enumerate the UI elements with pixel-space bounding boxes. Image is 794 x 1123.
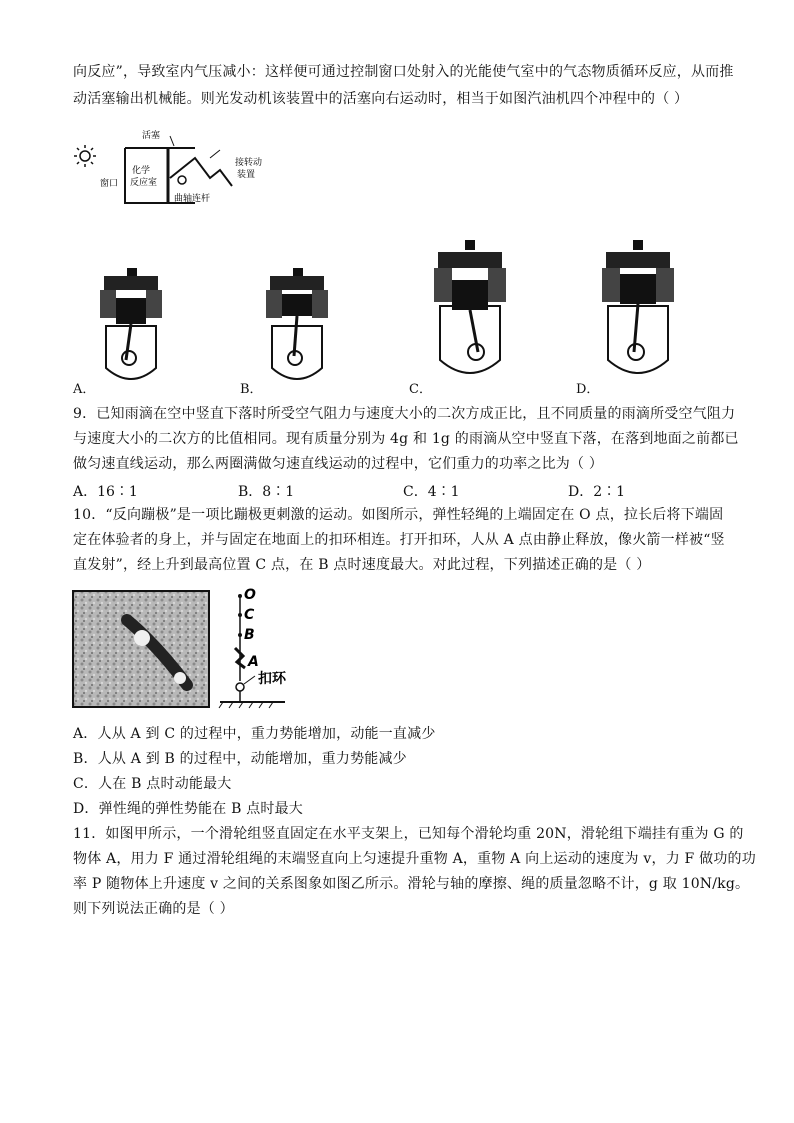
q11-text-line-2: 物体 A，用力 F 通过滑轮组绳的末端竖直向上匀速提升重物 A，重物 A 向上运动的速度为 v，力 F 做功的功 xyxy=(73,851,756,867)
q10-text-line-2: 定在体验者的身上，并与固定在地面上的扣环相连。打开扣环，人从 A 点由静止释放，像火箭一样被“竖 xyxy=(73,532,725,548)
q9-options xyxy=(73,481,733,501)
point-a: A xyxy=(248,654,259,670)
q9-option-c[interactable]: C．4∶1 xyxy=(403,484,460,500)
point-b: B xyxy=(244,627,255,643)
bungee-schematic xyxy=(215,586,300,711)
q11-text-line-3: 率 P 随物体上升速度 v 之间的关系图象如图乙所示。滑轮与轴的摩擦、绳的质量忽略不计，g 取 10N/kg。 xyxy=(73,876,750,892)
point-o: O xyxy=(244,587,256,603)
q11-text-line-1: 11．如图甲所示，一个滑轮组竖直固定在水平支架上，已知每个滑轮均重 20N，滑轮组下端挂有重为 G 的 xyxy=(73,826,744,842)
engine-stroke-b xyxy=(262,268,332,392)
q10-text-line-3: 直发射”，经上升到最高位置 C 点，在 B 点时速度最大。对此过程，下列描述正确的是（ ） xyxy=(73,557,651,573)
q10-option-a[interactable]: A．人从 A 到 C 的过程中，重力势能增加，动能一直减少 xyxy=(73,726,436,742)
q8-option-d[interactable]: D． xyxy=(576,382,600,397)
q9-option-b[interactable]: B．8∶1 xyxy=(238,484,295,500)
label-crank: 曲轴连杆 xyxy=(174,194,211,204)
q9-option-d[interactable]: D．2∶1 xyxy=(568,484,626,500)
engine-stroke-d xyxy=(600,240,676,390)
q8-text-line-2: 动活塞输出机械能。则光发动机该装置中的活塞向右运动时，相当于如图汽油机四个冲程中的（ ） xyxy=(73,91,689,107)
label-piston: 活塞 xyxy=(142,131,161,141)
q11-text-line-4: 则下列说法正确的是（ ） xyxy=(73,901,234,917)
q9-text-line-3: 做匀速直线运动，那么两圈满做匀速直线运动的过程中，它们重力的功率之比为（ ） xyxy=(73,456,604,472)
q10-option-d[interactable]: D．弹性绳的弹性势能在 B 点时最大 xyxy=(73,801,304,817)
q10-option-b[interactable]: B．人从 A 到 B 的过程中，动能增加，重力势能减少 xyxy=(73,751,407,767)
q9-text-line-1: 9．已知雨滴在空中竖直下落时所受空气阻力与速度大小的二次方成正比，且不同质量的雨滴所受空气阻力 xyxy=(73,406,736,422)
q8-option-a[interactable]: A． xyxy=(73,382,96,397)
q10-option-c[interactable]: C．人在 B 点时动能最大 xyxy=(73,776,232,792)
reverse-bungee-photo xyxy=(72,590,210,708)
q8-option-b[interactable]: B． xyxy=(240,382,263,397)
label-rotate-2: 装置 xyxy=(237,170,256,180)
label-chamber-1: 化学 xyxy=(132,166,151,176)
engine-stroke-c xyxy=(432,240,508,390)
label-rotate-1: 接转动 xyxy=(235,158,263,168)
q8-option-c[interactable]: C． xyxy=(409,382,432,397)
engine-stroke-a xyxy=(96,268,166,392)
label-chamber-2: 反应室 xyxy=(130,178,158,188)
point-c: C xyxy=(244,607,255,623)
sun-icon xyxy=(74,145,96,167)
light-engine-diagram xyxy=(70,128,270,210)
label-window: 窗口 xyxy=(100,179,119,189)
q10-text-line-1: 10．“反向蹦极”是一项比蹦极更刺激的运动。如图所示，弹性轻绳的上端固定在 O 点，拉长后将下端固 xyxy=(73,507,724,523)
q8-text-line-1: 向反应”，导致室内气压减小：这样便可通过控制窗口处射入的光能使气室中的气态物质循环反应，从而推 xyxy=(73,64,734,80)
q9-option-a[interactable]: A．16∶1 xyxy=(73,484,138,500)
q9-text-line-2: 与速度大小的二次方的比值相同。现有质量分别为 4g 和 1g 的雨滴从空中竖直下落，在落到地面之前都已 xyxy=(73,431,739,447)
buckle-label: 扣环 xyxy=(258,671,286,687)
